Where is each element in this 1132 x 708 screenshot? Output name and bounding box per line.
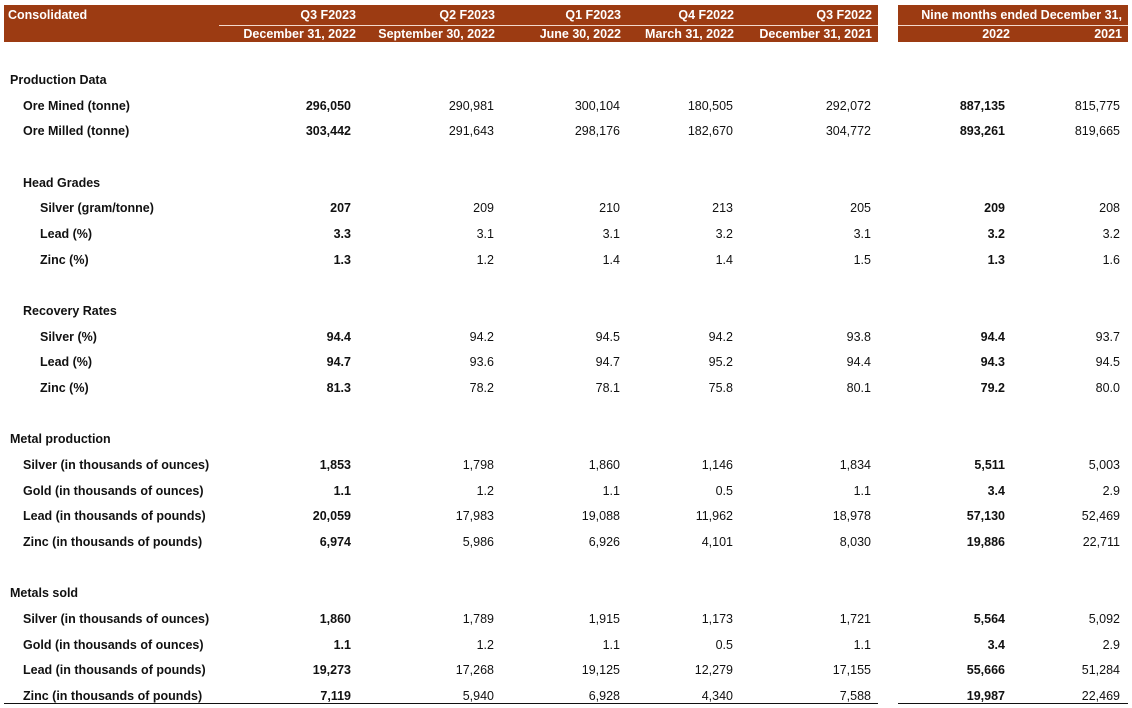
- row-value: 1,721: [839, 612, 871, 627]
- row-value: 300,104: [574, 98, 620, 113]
- section-label: Metal production: [10, 432, 111, 447]
- row-value: 93.8: [846, 329, 871, 344]
- table-row: [0, 250, 1132, 272]
- table-row: [0, 506, 1132, 528]
- table-bottom-rule-nine-months: [898, 703, 1128, 704]
- row-value: 180,505: [687, 98, 733, 113]
- row-value: 78.1: [595, 381, 620, 396]
- row-value: 4,101: [701, 535, 733, 550]
- row-value: 19,987: [966, 689, 1005, 704]
- row-value: 0.5: [715, 483, 733, 498]
- row-value: 1,798: [462, 458, 494, 473]
- header-year-2021: 2021: [1094, 27, 1122, 41]
- row-value: 95.2: [708, 355, 733, 370]
- row-value: 94.4: [846, 355, 871, 370]
- row-value: 1.1: [602, 637, 620, 652]
- row-value: 5,003: [1088, 458, 1120, 473]
- row-value: 55,666: [966, 663, 1005, 678]
- row-value: 209: [473, 201, 494, 216]
- row-value: 290,981: [448, 98, 494, 113]
- table-row: [0, 609, 1132, 631]
- row-value: 304,772: [825, 124, 871, 139]
- row-value: 1.3: [987, 252, 1005, 267]
- table-row: [0, 686, 1132, 708]
- row-label: Zinc (%): [40, 381, 89, 396]
- row-value: 1.6: [1102, 252, 1120, 267]
- row-value: 887,135: [959, 98, 1005, 113]
- header-period-4-date: March 31, 2022: [645, 27, 734, 41]
- table-row: [0, 121, 1132, 143]
- row-value: 1.4: [715, 252, 733, 267]
- row-value: 2.9: [1102, 637, 1120, 652]
- row-value: 893,261: [959, 124, 1005, 139]
- row-value: 1.1: [853, 483, 871, 498]
- row-value: 0.5: [715, 637, 733, 652]
- row-value: 17,983: [455, 509, 494, 524]
- row-value: 78.2: [469, 381, 494, 396]
- row-label: Silver (in thousands of ounces): [23, 612, 210, 627]
- row-value: 3.1: [853, 227, 871, 242]
- row-value: 1.1: [333, 637, 351, 652]
- row-value: 80.0: [1095, 381, 1120, 396]
- row-value: 210: [599, 201, 620, 216]
- row-value: 57,130: [966, 509, 1005, 524]
- row-value: 11,962: [695, 509, 733, 524]
- header-period-4-quarter: Q4 F2022: [678, 8, 734, 22]
- row-value: 94.7: [595, 355, 620, 370]
- section-label: Production Data: [10, 73, 107, 87]
- row-value: 3.3: [333, 227, 351, 242]
- row-value: 1.4: [602, 252, 620, 267]
- row-label: Zinc (in thousands of pounds): [23, 535, 203, 550]
- row-value: 298,176: [574, 124, 620, 139]
- row-value: 79.2: [980, 381, 1005, 396]
- header-nine-months-divider: [898, 25, 1128, 26]
- row-label: Zinc (%): [40, 252, 89, 267]
- row-value: 19,273: [312, 663, 351, 678]
- table-row: [0, 532, 1132, 554]
- table-row: [0, 327, 1132, 349]
- row-value: 1,789: [462, 612, 494, 627]
- row-value: 94.3: [980, 355, 1005, 370]
- row-value: 5,092: [1088, 612, 1120, 627]
- table-row: [0, 198, 1132, 220]
- header-divider: [219, 25, 878, 26]
- row-value: 205: [850, 201, 871, 216]
- row-value: 1.1: [602, 483, 620, 498]
- row-value: 1.3: [333, 252, 351, 267]
- row-value: 20,059: [312, 509, 351, 524]
- row-value: 819,665: [1074, 124, 1120, 139]
- row-value: 815,775: [1074, 98, 1120, 113]
- row-value: 80.1: [846, 381, 871, 396]
- row-label: Silver (gram/tonne): [40, 201, 154, 216]
- row-value: 1.5: [853, 252, 871, 267]
- row-label: Silver (%): [40, 329, 97, 344]
- row-value: 3.1: [476, 227, 494, 242]
- row-label: Gold (in thousands of ounces): [23, 637, 204, 652]
- row-value: 5,986: [462, 535, 494, 550]
- row-value: 291,643: [448, 124, 494, 139]
- table-row: [0, 455, 1132, 477]
- header-year-2022: 2022: [982, 27, 1010, 41]
- row-value: 1,146: [701, 458, 733, 473]
- row-value: 18,978: [832, 509, 871, 524]
- row-value: 17,155: [832, 663, 871, 678]
- row-value: 52,469: [1081, 509, 1120, 524]
- row-label: Ore Mined (tonne): [23, 98, 130, 113]
- row-value: 1,173: [701, 612, 733, 627]
- row-value: 7,119: [320, 689, 351, 704]
- row-value: 5,511: [974, 458, 1005, 473]
- header-period-2-quarter: Q2 F2023: [439, 8, 495, 22]
- row-value: 6,974: [319, 535, 351, 550]
- row-value: 17,268: [455, 663, 494, 678]
- table-row: [0, 224, 1132, 246]
- row-value: 94.4: [326, 329, 351, 344]
- table-row: [0, 352, 1132, 374]
- header-nine-months: Nine months ended December 31,: [921, 8, 1122, 22]
- row-value: 22,711: [1082, 535, 1120, 550]
- row-value: 292,072: [825, 98, 871, 113]
- row-label: Lead (%): [40, 355, 93, 370]
- row-label: Ore Milled (tonne): [23, 124, 130, 139]
- table-header-nine-months: [898, 5, 1128, 42]
- header-period-1-date: December 31, 2022: [243, 27, 356, 41]
- row-value: 94.7: [326, 355, 351, 370]
- row-label: Silver (in thousands of ounces): [23, 458, 210, 473]
- row-value: 3.4: [987, 483, 1005, 498]
- row-value: 1.2: [476, 483, 494, 498]
- table-row: [0, 660, 1132, 682]
- row-value: 303,442: [305, 124, 351, 139]
- row-value: 296,050: [305, 98, 351, 113]
- header-period-3-quarter: Q1 F2023: [565, 8, 621, 22]
- table-header-main: [4, 5, 878, 42]
- section-label: Recovery Rates: [23, 304, 117, 319]
- section-label: Head Grades: [23, 175, 101, 190]
- row-value: 94.2: [708, 329, 733, 344]
- row-value: 7,588: [839, 689, 871, 704]
- section-header: [0, 70, 1132, 92]
- row-value: 3.2: [1102, 227, 1120, 242]
- row-value: 81.3: [326, 381, 351, 396]
- row-value: 2.9: [1102, 483, 1120, 498]
- header-period-5-quarter: Q3 F2022: [816, 8, 872, 22]
- row-value: 208: [1099, 201, 1120, 216]
- section-header: [0, 173, 1132, 195]
- row-value: 5,564: [973, 612, 1005, 627]
- row-value: 209: [984, 201, 1005, 216]
- row-value: 75.8: [708, 381, 733, 396]
- row-value: 93.7: [1095, 329, 1120, 344]
- table-row: [0, 635, 1132, 657]
- row-value: 8,030: [839, 535, 871, 550]
- header-consolidated: Consolidated: [8, 8, 88, 22]
- section-label: Metals sold: [10, 586, 79, 601]
- row-value: 1.2: [476, 637, 494, 652]
- row-label: Lead (%): [40, 227, 93, 242]
- table-row: [0, 481, 1132, 503]
- section-header: [0, 429, 1132, 451]
- row-value: 207: [330, 201, 351, 216]
- row-value: 12,279: [694, 663, 733, 678]
- table-row: [0, 378, 1132, 400]
- section-header: [0, 301, 1132, 323]
- row-value: 1,834: [839, 458, 871, 473]
- row-value: 1.1: [853, 637, 871, 652]
- row-value: 19,886: [966, 535, 1005, 550]
- row-value: 1,853: [319, 458, 351, 473]
- row-value: 19,088: [581, 509, 620, 524]
- row-value: 1.2: [476, 252, 494, 267]
- header-period-1-quarter: Q3 F2023: [300, 8, 356, 22]
- row-label: Gold (in thousands of ounces): [23, 483, 204, 498]
- row-value: 6,928: [588, 689, 620, 704]
- row-value: 3.2: [715, 227, 733, 242]
- header-period-3-date: June 30, 2022: [539, 27, 621, 41]
- row-label: Lead (in thousands of pounds): [23, 509, 206, 524]
- header-period-2-date: September 30, 2022: [378, 27, 495, 41]
- row-value: 94.5: [1095, 355, 1120, 370]
- header-period-5-date: December 31, 2021: [759, 27, 872, 41]
- row-value: 213: [712, 201, 733, 216]
- row-value: 93.6: [469, 355, 494, 370]
- row-value: 22,469: [1081, 689, 1120, 704]
- section-header: [0, 583, 1132, 605]
- row-label: Zinc (in thousands of pounds): [23, 689, 203, 704]
- row-value: 4,340: [701, 689, 733, 704]
- row-value: 94.5: [595, 329, 620, 344]
- row-value: 3.1: [602, 227, 620, 242]
- row-value: 1,860: [319, 612, 351, 627]
- row-value: 3.2: [987, 227, 1005, 242]
- row-value: 1,915: [588, 612, 620, 627]
- row-value: 19,125: [581, 663, 620, 678]
- table-row: [0, 96, 1132, 118]
- row-value: 1.1: [333, 483, 351, 498]
- row-value: 94.4: [980, 329, 1005, 344]
- row-value: 6,926: [588, 535, 620, 550]
- row-value: 51,284: [1081, 663, 1120, 678]
- row-value: 182,670: [687, 124, 733, 139]
- table-bottom-rule-main: [4, 703, 878, 704]
- row-value: 94.2: [469, 329, 494, 344]
- row-label: Lead (in thousands of pounds): [23, 663, 206, 678]
- row-value: 3.4: [987, 637, 1005, 652]
- row-value: 1,860: [588, 458, 620, 473]
- row-value: 5,940: [462, 689, 494, 704]
